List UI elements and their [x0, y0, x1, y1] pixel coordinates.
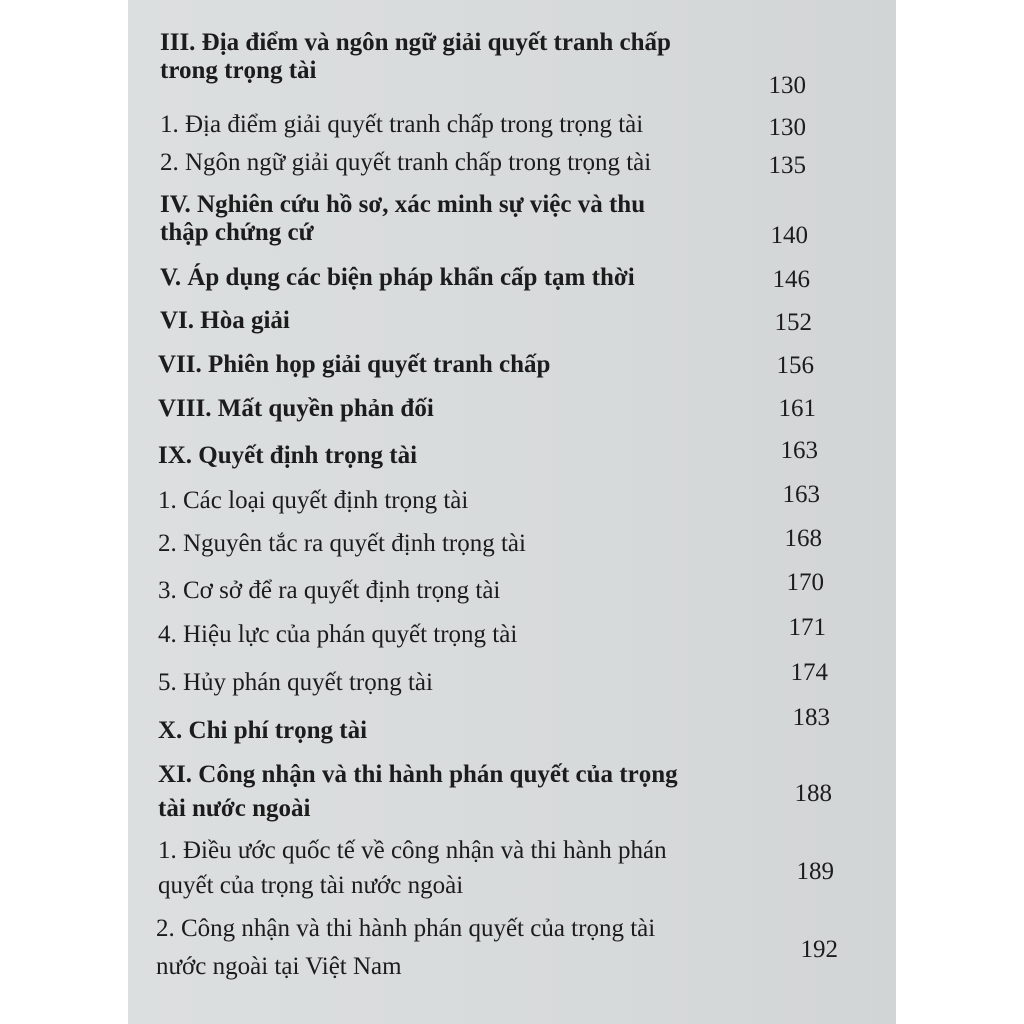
toc-entry-xi-1-line-2: quyết của trọng tài nước ngoài: [158, 872, 464, 899]
toc-entry-xi-2-line-1: 2. Công nhận và thi hành phán quyết của trọng tài: [156, 915, 656, 942]
toc-entry-ix-4: 4. Hiệu lực của phán quyết trọng tài: [158, 621, 518, 648]
toc-page-number: 156: [776, 352, 814, 379]
right-margin: [896, 0, 1024, 1024]
toc-entry-vi: VI. Hòa giải: [160, 307, 290, 334]
left-margin: [0, 0, 128, 1024]
toc-entry-iv-line-2: thập chứng cứ: [160, 219, 314, 246]
toc-page-number: 171: [788, 614, 826, 641]
toc-page-number: 161: [778, 395, 816, 422]
toc-entry-ix-1: 1. Các loại quyết định trọng tài: [158, 487, 469, 514]
toc-page-number: 174: [790, 659, 828, 686]
toc-entry-iii-1: 1. Địa điểm giải quyết tranh chấp trong trọng tài: [160, 111, 644, 138]
toc-page-number: 183: [792, 704, 830, 731]
toc-entry-ix: IX. Quyết định trọng tài: [158, 442, 418, 469]
toc-entry-iv-line-1: IV. Nghiên cứu hồ sơ, xác minh sự việc và thu: [160, 191, 646, 218]
book-page: [128, 0, 896, 1024]
toc-page-number: 188: [794, 780, 832, 807]
toc-entry-x: X. Chi phí trọng tài: [158, 717, 368, 744]
toc-entry-iii-2: 2. Ngôn ngữ giải quyết tranh chấp trong trọng tài: [160, 149, 652, 176]
toc-entry-xi-line-1: XI. Công nhận và thi hành phán quyết của trọng: [158, 761, 678, 788]
toc-entry-iii-line-2: trong trọng tài: [160, 57, 317, 84]
toc-page-number: 163: [780, 437, 818, 464]
toc-entry-viii: VIII. Mất quyền phản đối: [158, 395, 434, 422]
toc-entry-ix-2: 2. Nguyên tắc ra quyết định trọng tài: [158, 530, 526, 557]
toc-entry-xi-1-line-1: 1. Điều ước quốc tế về công nhận và thi hành phán: [158, 837, 667, 864]
toc-page-number: 130: [768, 114, 806, 141]
toc-page-number: 163: [782, 481, 820, 508]
toc-page-number: 189: [796, 858, 834, 885]
toc-page-number: 146: [772, 266, 810, 293]
toc-entry-iii-line-1: III. Địa điểm và ngôn ngữ giải quyết tranh chấp: [160, 29, 671, 56]
toc-entry-vii: VII. Phiên họp giải quyết tranh chấp: [158, 351, 551, 378]
toc-page-number: 170: [786, 569, 824, 596]
toc-page-number: 192: [800, 936, 838, 963]
toc-page-number: 135: [768, 152, 806, 179]
toc-entry-ix-3: 3. Cơ sở để ra quyết định trọng tài: [158, 577, 501, 604]
toc-entry-ix-5: 5. Hủy phán quyết trọng tài: [158, 669, 433, 696]
toc-entry-xi-2-line-2: nước ngoài tại Việt Nam: [156, 953, 402, 980]
toc-page-number: 168: [784, 525, 822, 552]
toc-page-number: 130: [768, 72, 806, 99]
toc-page-number: 140: [770, 222, 808, 249]
toc-page-number: 152: [774, 309, 812, 336]
toc-entry-v: V. Áp dụng các biện pháp khẩn cấp tạm thời: [160, 264, 635, 291]
toc-entry-xi-line-2: tài nước ngoài: [158, 795, 311, 822]
